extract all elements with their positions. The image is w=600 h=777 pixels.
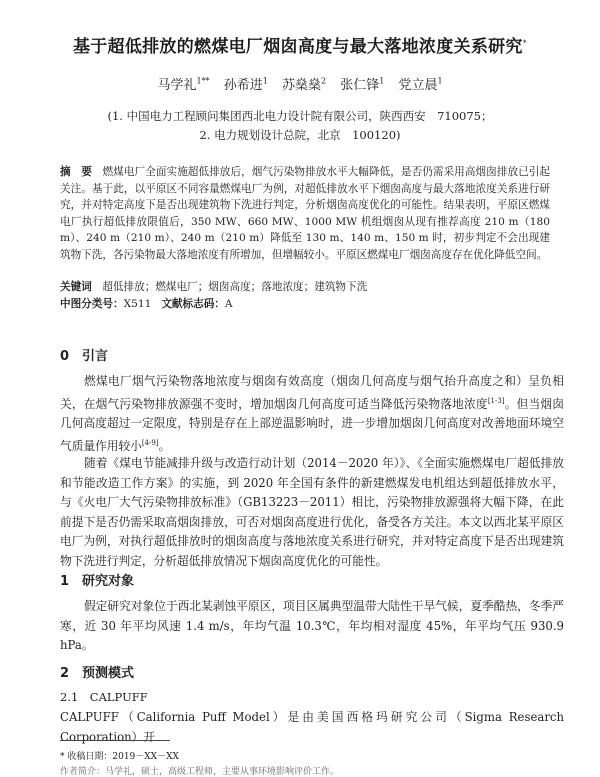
- keywords: [60, 279, 550, 294]
- keywords-text: 超低排放；燃煤电厂；烟囱高度；落地浓度；建筑物下洗: [102, 281, 368, 293]
- doc-code-value: A: [224, 298, 233, 310]
- section-heading-research-object: 1 研究对象: [60, 574, 135, 589]
- footnote-divider: [60, 740, 170, 741]
- clc-value: X511: [123, 298, 152, 310]
- affiliation-2: 2. 电力规划设计总院，北京 100120): [199, 128, 401, 142]
- footnote-received-date: * 收稿日期：2019－XX－XX: [60, 752, 179, 762]
- author: 马学礼$^{1**}$: [157, 76, 210, 93]
- affiliation-1: (1. 中国电力工程顾问集团西北电力设计院有限公司，陕西西安 710075；: [107, 109, 493, 123]
- author: 党立晨$^1$: [398, 76, 443, 93]
- author: 孙希进$^1$: [223, 76, 268, 93]
- clc-label: 中图分类号：: [60, 298, 124, 310]
- section-heading-intro: 0 引言: [60, 349, 109, 364]
- calpuff-paragraph: CALPUFF（California Puff Model）是由美国西格玛研究公司（Sigma Research Corporation）开: [60, 710, 564, 744]
- author: 苏燊燊$^2$: [281, 76, 327, 93]
- footnote-author-info: 作者简介：马学礼，硕士，高级工程师，主要从事环境影响评价工作。: [60, 767, 340, 777]
- intro-paragraph-2: 随着《煤电节能减排升级与改造行动计划（2014－2020 年）》、《全面实施燃煤电厂超低排放和节能改造工作方案》的实施，到 2020 年全国有条件的新建燃煤发电机组达到超低排放水平，与《火电厂大气污染物排放标准》（GB13223－2011）相比，污染物排放源强将大幅下降，在此前提下是否仍需采取高烟囱排放，可否对烟囱高度进行优化，备受各方关注。本文以西北某平原区电厂为例，对执行超低排放时的烟囱高度与落地浓度关系进行研究，并对特定高度下是否出现建筑物下洗进行判定，分析超低排放情况下烟囱高度优化的可能性。: [60, 456, 564, 568]
- intro-paragraph-1: 燃煤电厂烟气污染物落地浓度与烟囱有效高度（烟囱几何高度与烟气抬升高度之和）呈负相关，在烟气污染物排放源强不变时，增加烟囱几何高度可适当降低污染物落地浓度[1-3]。但当烟囱几何高度超过一定限度，特别是存在上部逆温影响时，进一步增加烟囱几何高度对改善地面环境空气质量作用较小[4-9]。: [60, 374, 564, 453]
- doc-code-label: 文献标志码：: [161, 298, 225, 310]
- author-list: [20, 74, 580, 93]
- title-text: 基于超低排放的燃煤电厂烟囱高度与最大落地浓度关系研究: [72, 37, 523, 57]
- author: 张仁锋$^1$: [340, 76, 385, 93]
- abstract-label: 摘 要: [60, 166, 92, 178]
- subsection-heading-calpuff: 2.1 CALPUFF: [60, 690, 148, 704]
- paper-title: [20, 32, 580, 57]
- abstract: [60, 164, 550, 264]
- abstract-text: 燃煤电厂全面实施超低排放后，烟气污染物排放水平大幅降低，是否仍需采用高烟囱排放已引起关注。基于此，以平原区不同容量燃煤电厂为例，对超低排放水平下烟囱高度与最大落地浓度关系进行研究，并对特定高度下是否出现建筑物下洗进行判定，分析烟囱高度优化的可能性。结果表明，平原区燃煤电厂执行超低排放限值后，350 MW、660 MW、1000 MW 机组烟囱从现有推荐高度 210 m（180 m）、240 m（210 m）、240 m（210 m）降低至 130 m、140 m、150 m 时，初步判定不会出现建筑物下洗，各污染物最大落地浓度有所增加，但增幅较小。平原区燃煤电厂烟囱高度存在优化降低空间。: [60, 166, 551, 261]
- title-footnote-mark: *: [522, 38, 528, 48]
- classification: [60, 296, 550, 311]
- keywords-label: 关键词: [60, 281, 92, 293]
- research-object-paragraph: 假定研究对象位于西北某剥蚀平原区，项目区属典型温带大陆性干旱气候，夏季酷热，冬季严寒，近 30 年平均风速 1.4 m/s，年均气温 10.3℃，年均相对湿度 45%，年平均气压 930.9 hPa。: [60, 599, 564, 653]
- section-heading-prediction-model: 2 预测模式: [60, 666, 135, 681]
